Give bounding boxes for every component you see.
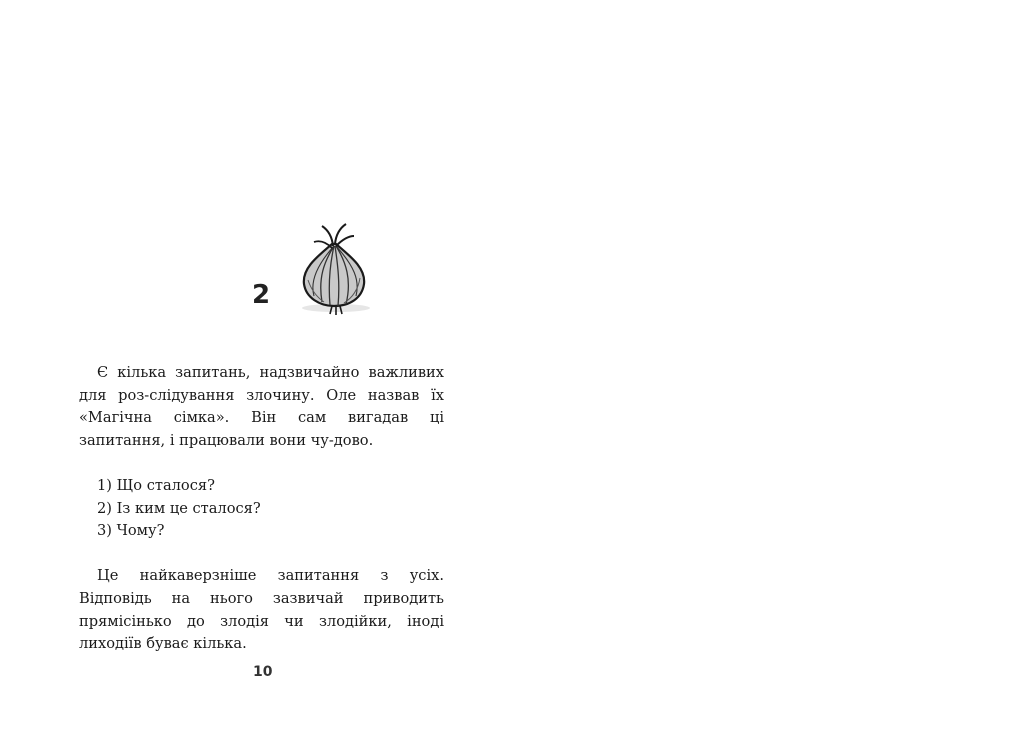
page-number-left: 10 [253,664,273,680]
chapter-number: 2 [252,280,271,310]
question-item: 2) Із ким це сталося? [97,499,261,517]
question-item: 3) Чому? [97,522,165,540]
chapter-heading [250,222,390,322]
right-page [512,0,1024,734]
intro-paragraph: Є кілька запитань, надзвичайно важливих для роз-слідування злочину. Оле назвав їх «Магічна сімка». Він сам вигадав ці запитання, і працювали вони чу-дово. [79,364,444,449]
after-paragraph: Це найкаверзніше запитання з усіх. Відповідь на нього зазвичай приводить прямісінько до злодія чи злодійки, іноді лиходіїв буває кілька. [79,567,444,653]
left-body-text [79,362,444,656]
question-item: 1) Що сталося? [97,476,215,494]
onion-illustration [288,222,380,320]
